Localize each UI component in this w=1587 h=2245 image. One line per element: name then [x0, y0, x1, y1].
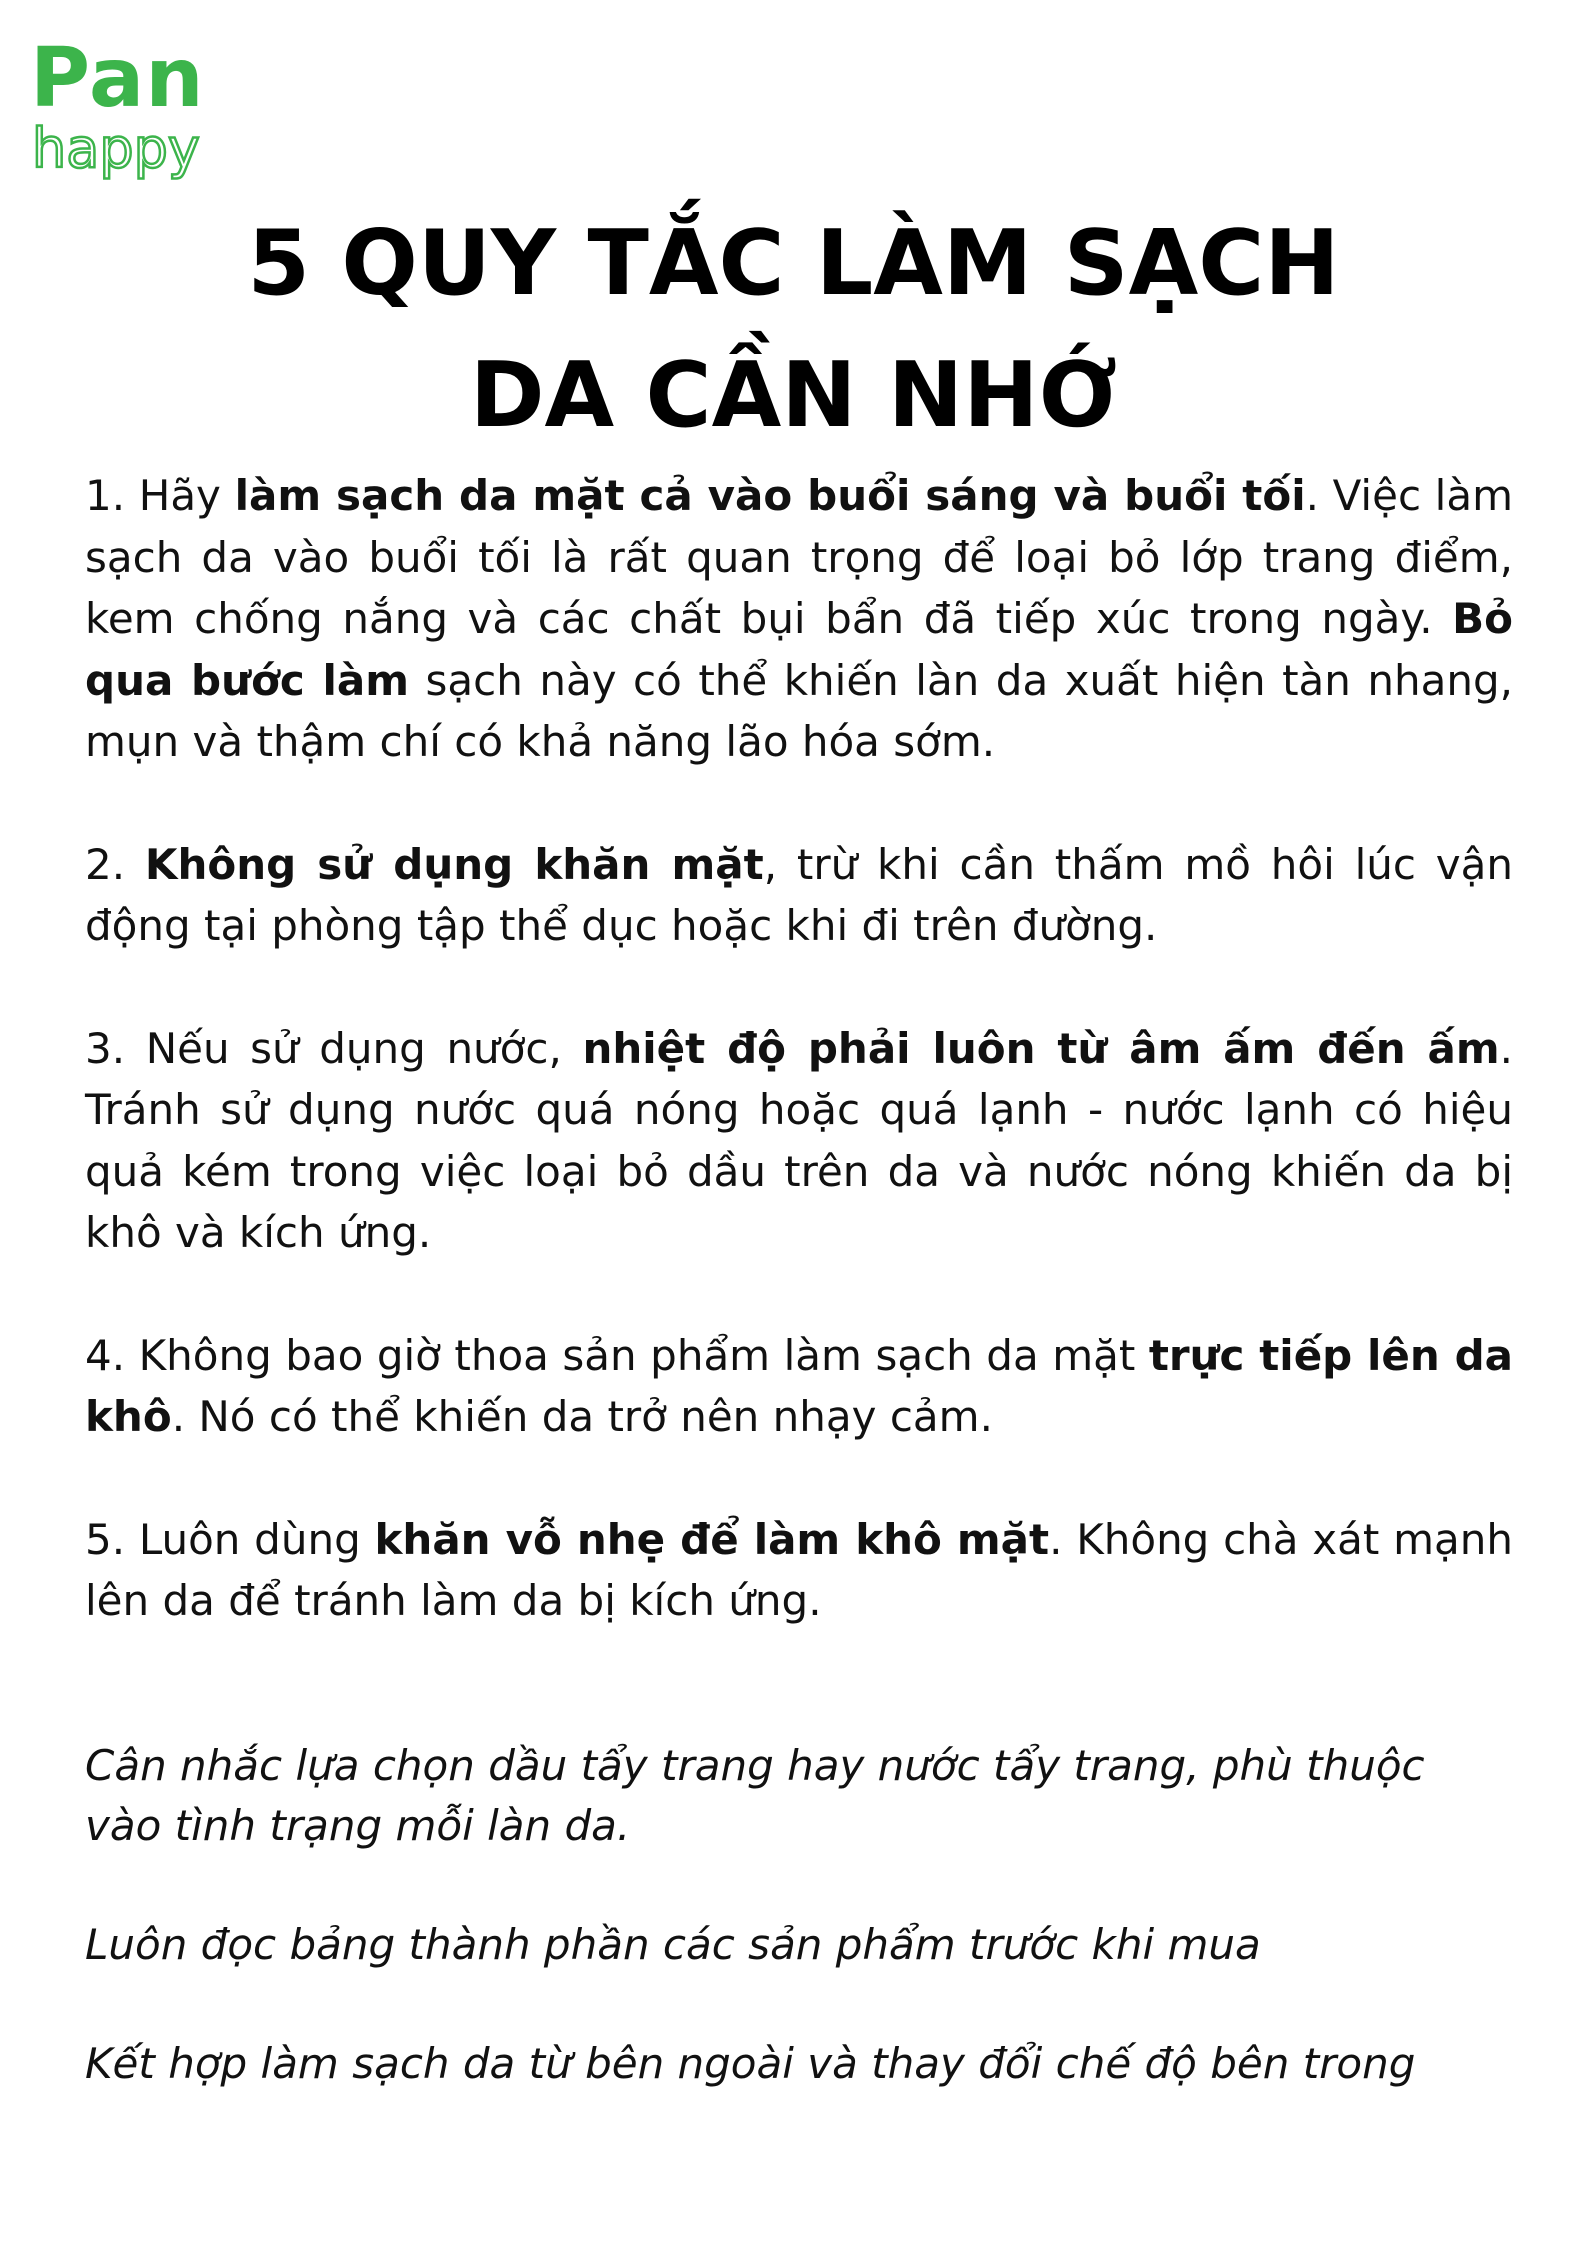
logo-wordmark-pan: Pan	[30, 31, 205, 126]
rule-2	[85, 834, 1513, 957]
rule-emphasis: làm sạch da mặt cả vào buổi sáng và buổi tối	[234, 471, 1306, 520]
rule-4	[85, 1325, 1513, 1448]
rule-text: . Tránh sử dụng nước quá nóng hoặc quá lạnh - nước lạnh có hiệu quả kém trong việc loại bỏ dầu trên da và nước nóng khiến da bị khô và kích ứng.	[85, 1023, 1513, 1257]
tip-3: Kết hợp làm sạch da từ bên ngoài và thay đổi chế độ bên trong	[85, 2038, 1416, 2088]
rule-text: Luôn dùng	[138, 1514, 361, 1564]
rule-text: Nếu sử dụng nước,	[145, 1023, 562, 1073]
rule-emphasis: trực tiếp lên da khô	[85, 1330, 1513, 1441]
page-title-line-1: 5 QUY TẮC LÀM SẠCH	[247, 211, 1340, 316]
rule-text: Hãy	[138, 471, 221, 520]
rule-number: 5.	[85, 1514, 126, 1564]
rule-number: 2.	[85, 839, 126, 889]
rule-text: . Không chà xát mạnh lên da để tránh làm da bị kích ứng.	[85, 1514, 1513, 1625]
rule-emphasis: Không sử dụng khăn mặt	[144, 839, 764, 889]
rule-number: 4.	[85, 1330, 126, 1380]
rule-emphasis: nhiệt độ phải luôn từ âm ấm đến ấm	[582, 1023, 1500, 1073]
logo-wordmark-happy: happy	[32, 117, 200, 180]
rule-text: . Nó có thể khiến da trở nên nhạy cảm.	[171, 1392, 993, 1441]
tip-2: Luôn đọc bảng thành phần các sản phẩm trước khi mua	[85, 1919, 1261, 1969]
brand-logo	[30, 31, 220, 184]
page-title-line-2: DA CẦN NHỚ	[469, 343, 1118, 448]
rule-number: 1.	[85, 471, 126, 520]
rules-content	[85, 465, 1513, 2153]
tips-section	[85, 1736, 1513, 2094]
rule-text: sạch này có thể khiến làn da xuất hiện tàn nhang, mụn và thậm chí có khả năng lão hóa sớm.	[85, 655, 1513, 766]
rule-text: . Việc làm sạch da vào buổi tối là rất quan trọng để loại bỏ lớp trang điểm, kem chống nắng và các chất bụi bẩn đã tiếp xúc trong ngày.	[85, 471, 1514, 643]
rule-emphasis: Bỏ qua bước làm	[85, 594, 1513, 705]
rule-number: 3.	[85, 1023, 126, 1073]
rule-emphasis: khăn vỗ nhẹ để làm khô mặt	[374, 1514, 1050, 1564]
rule-1	[85, 465, 1513, 773]
rule-text: Không bao giờ thoa sản phẩm làm sạch da mặt	[138, 1330, 1136, 1380]
page-title	[100, 198, 1487, 462]
rule-text: , trừ khi cần thấm mồ hôi lúc vận động tại phòng tập thể dục hoặc khi đi trên đường.	[85, 839, 1514, 950]
rule-3	[85, 1018, 1513, 1264]
tip-1: Cân nhắc lựa chọn dầu tẩy trang hay nước tẩy trang, phù thuộc vào tình trạng mỗi làn da.	[85, 1740, 1425, 1850]
rule-5	[85, 1509, 1513, 1632]
